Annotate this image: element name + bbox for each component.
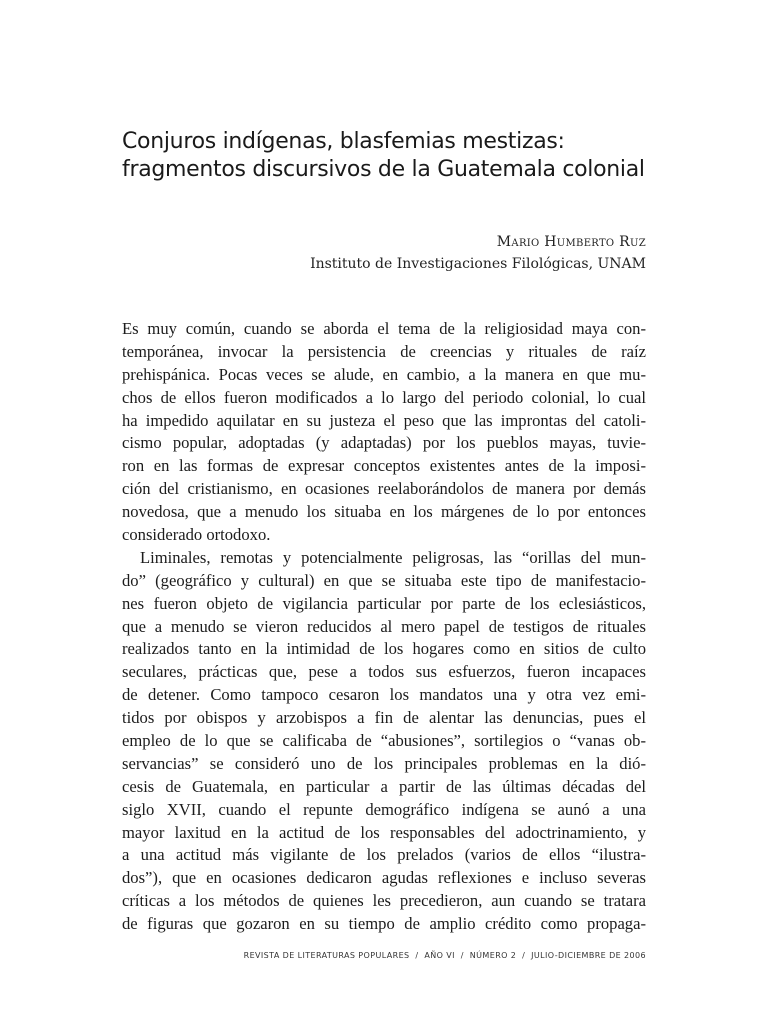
body-line-part: , cuando el repunte demográfico indígena se aunó a una [201, 799, 647, 819]
page-footer: REVISTA DE LITERATURAS POPULARES / AÑO VI / NÚMERO 2 / JULIO-DICIEMBRE DE 2006 [243, 951, 646, 960]
footer-issue: NÚMERO 2 [469, 951, 517, 960]
body-line: de figuras que gozaron en su tiempo de amplio crédito como propaga- [122, 914, 646, 934]
body-line: de detener. Como tampoco cesaron los mandatos una y otra vez emi- [122, 685, 646, 705]
author-affiliation [310, 253, 646, 275]
footer-year: AÑO VI [424, 951, 455, 960]
body-line: dos”), que en ocasiones dedicaron agudas reflexiones e incluso severas [122, 868, 646, 888]
paragraph-2 [122, 547, 646, 936]
article-title-line-1: Conjuros indígenas, blasfemias mestizas: [122, 129, 565, 154]
body-line: ción del cristianismo, en ocasiones reelaborándolos de manera por demás [122, 479, 646, 499]
footer-period: JULIO-DICIEMBRE DE 2006 [531, 951, 646, 960]
century-roman-numeral: XVII [166, 799, 202, 819]
byline [310, 231, 646, 275]
body-line: a una actitud más vigilante de los prelados (varios de ellos “ilustra- [122, 845, 646, 865]
body-line: críticas a los métodos de quienes les precedieron, aun cuando se tratara [122, 891, 646, 911]
body-line: Liminales, remotas y potencialmente peligrosas, las “orillas del mun- [140, 547, 646, 567]
article-body [122, 318, 646, 936]
body-line: realizados tanto en la intimidad de los hogares como en sitios de culto [122, 639, 646, 659]
body-line: que a menudo se vieron reducidos al mero papel de testigos de rituales [122, 616, 646, 636]
body-line: empleo de lo que se calificaba de “abusiones”, sortilegios o “vanas ob- [122, 731, 646, 751]
body-line: do” (geográfico y cultural) en que se situaba este tipo de manifestacio- [122, 570, 646, 590]
paragraph-1 [122, 318, 646, 547]
body-line [122, 799, 646, 822]
body-line: cesis de Guatemala, en particular a partir de las últimas décadas del [122, 776, 646, 796]
body-line: mayor laxitud en la actitud de los responsables del adoctrinamiento, y [122, 822, 646, 842]
body-line: chos de ellos fueron modificados a lo largo del periodo colonial, lo cual [122, 387, 646, 407]
affiliation-abbreviation: UNAM [597, 256, 646, 272]
article-title-line-2: fragmentos discursivos de la Guatemala colonial [122, 157, 645, 182]
body-line: novedosa, que a menudo los situaba en los márgenes de lo por entonces [122, 502, 646, 522]
body-line-part: siglo [122, 799, 167, 819]
affiliation-name: Instituto de Investigaciones Filológicas, [310, 256, 594, 272]
body-line: Es muy común, cuando se aborda el tema de la religiosidad maya con- [122, 319, 646, 338]
body-line: ha impedido aquilatar en su justeza el peso que las improntas del catoli- [122, 410, 646, 430]
body-line: servancias” se consideró uno de los principales problemas en la dió- [122, 753, 646, 773]
body-line: nes fueron objeto de vigilancia particular por parte de los eclesiásticos, [122, 593, 646, 613]
body-line: tidos por obispos y arzobispos a fin de alentar las denuncias, pues el [122, 708, 646, 728]
footer-journal: REVISTA DE LITERATURAS POPULARES [243, 951, 410, 960]
body-line: cismo popular, adoptadas (y adaptadas) por los pueblos mayas, tuvie- [122, 433, 646, 453]
body-line: temporánea, invocar la persistencia de creencias y rituales de raíz [122, 341, 646, 361]
body-line: considerado ortodoxo. [122, 525, 271, 545]
author-name: Mario Humberto Ruz [496, 234, 646, 250]
body-line: prehispánica. Pocas veces se alude, en cambio, a la manera en que mu- [122, 364, 646, 384]
body-line: ron en las formas de expresar conceptos existentes antes de la imposi- [122, 456, 646, 476]
body-line: seculares, prácticas que, pese a todos sus esfuerzos, fueron incapaces [122, 662, 646, 682]
article-title [122, 128, 682, 184]
